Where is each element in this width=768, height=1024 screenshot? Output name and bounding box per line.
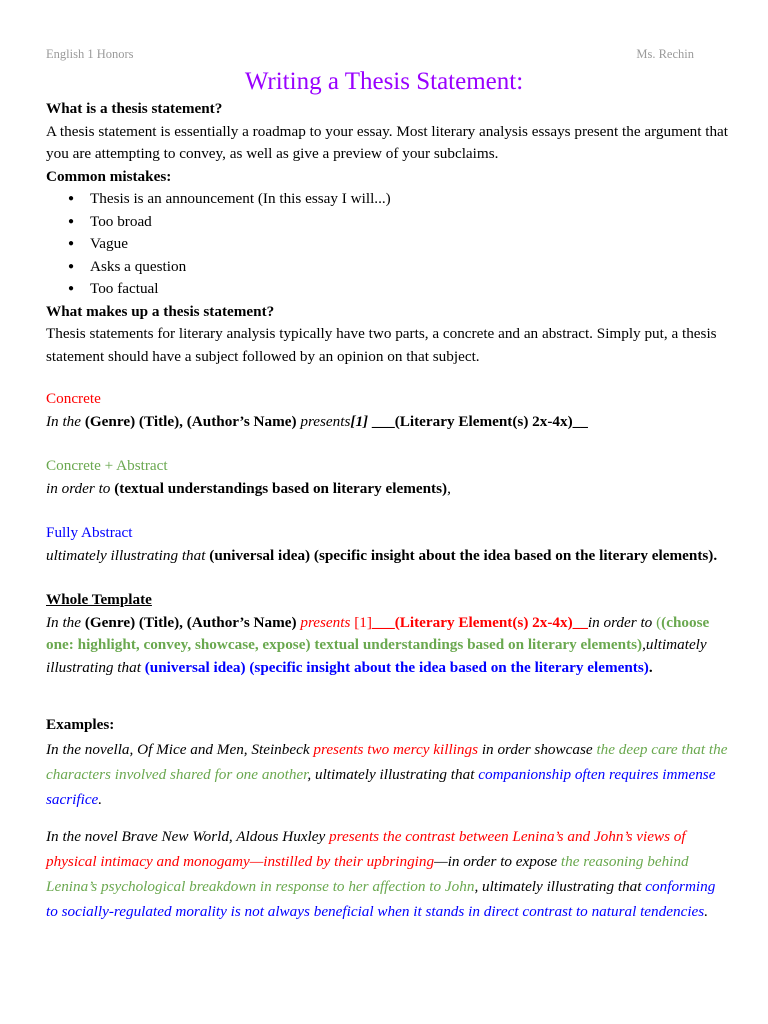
list-item: ● Vague: [90, 233, 730, 256]
what-is-text: A thesis statement is essentially a roadmap to your essay. Most literary analysis essays present the argument that you are attempting to convey, as well as give a preview of your subclaims.: [46, 122, 729, 162]
what-is-heading: What is a thesis statement?: [46, 100, 223, 117]
concrete-heading: Concrete: [46, 390, 101, 407]
fully-abstract-template: ultimately illustrating that (universal idea) (specific insight about the idea based on the literary elements).: [46, 546, 718, 564]
concrete-abstract-heading: Concrete + Abstract: [46, 457, 168, 474]
mistakes-heading: Common mistakes:: [46, 167, 172, 185]
makes-up-heading: What makes up a thesis statement?: [46, 302, 275, 320]
list-item: ● Thesis is an announcement (In this essay I will...): [90, 188, 730, 211]
makes-up-text: Thesis statements for literary analysis typically have two parts, a concrete and an abstract. Simply put, a thesis statement should have a subject followed by an opinion on that subject.: [46, 325, 717, 365]
document-body: [46, 98, 730, 924]
list-item: ● Asks a question: [90, 256, 730, 279]
example-2: In the novel Brave New World, Aldous Huxley presents the contrast between Lenina’s and John’s views of physical intimacy and monogamy—instilled by their upbringing—in order to expose the reasoning behind Lenina’s psychological breakdown in response to her affection to John, ultimately illustrating that conforming to socially-regulated morality is not always beneficial when it stands in direct contrast to natural tendencies.: [46, 827, 716, 920]
fully-abstract-heading: Fully Abstract: [46, 524, 133, 541]
header-course: English 1 Honors: [46, 47, 134, 61]
whole-template-text: In the (Genre) (Title), (Author’s Name) presents [1]___(Literary Element(s) 2x-4x)__in order to ((choose one: highlight, convey, showcase, expose) textual understandings based on literary elements),ultimately illustrating that (universal idea) (specific insight about the idea based on the literary elements).: [46, 613, 710, 676]
list-item: ● Too factual: [90, 278, 730, 301]
whole-template-heading: Whole Template: [46, 591, 152, 608]
concrete-template: In the (Genre) (Title), (Author’s Name) presents[1] ___(Literary Element(s) 2x-4x)__: [46, 412, 588, 430]
page-title: Writing a Thesis Statement:: [244, 68, 524, 95]
concrete-abstract-template: in order to (textual understandings based on literary elements),: [46, 479, 451, 497]
examples-heading: Examples:: [46, 716, 115, 733]
example-1: In the novella, Of Mice and Men, Steinbeck presents two mercy killings in order showcase the deep care that the characters involved shared for one another, ultimately illustrating that companionship often requires immense sacrifice.: [46, 740, 728, 808]
list-item: ● Too broad: [90, 211, 730, 234]
mistakes-list: [46, 188, 730, 301]
header-teacher: Ms. Rechin: [636, 47, 694, 61]
